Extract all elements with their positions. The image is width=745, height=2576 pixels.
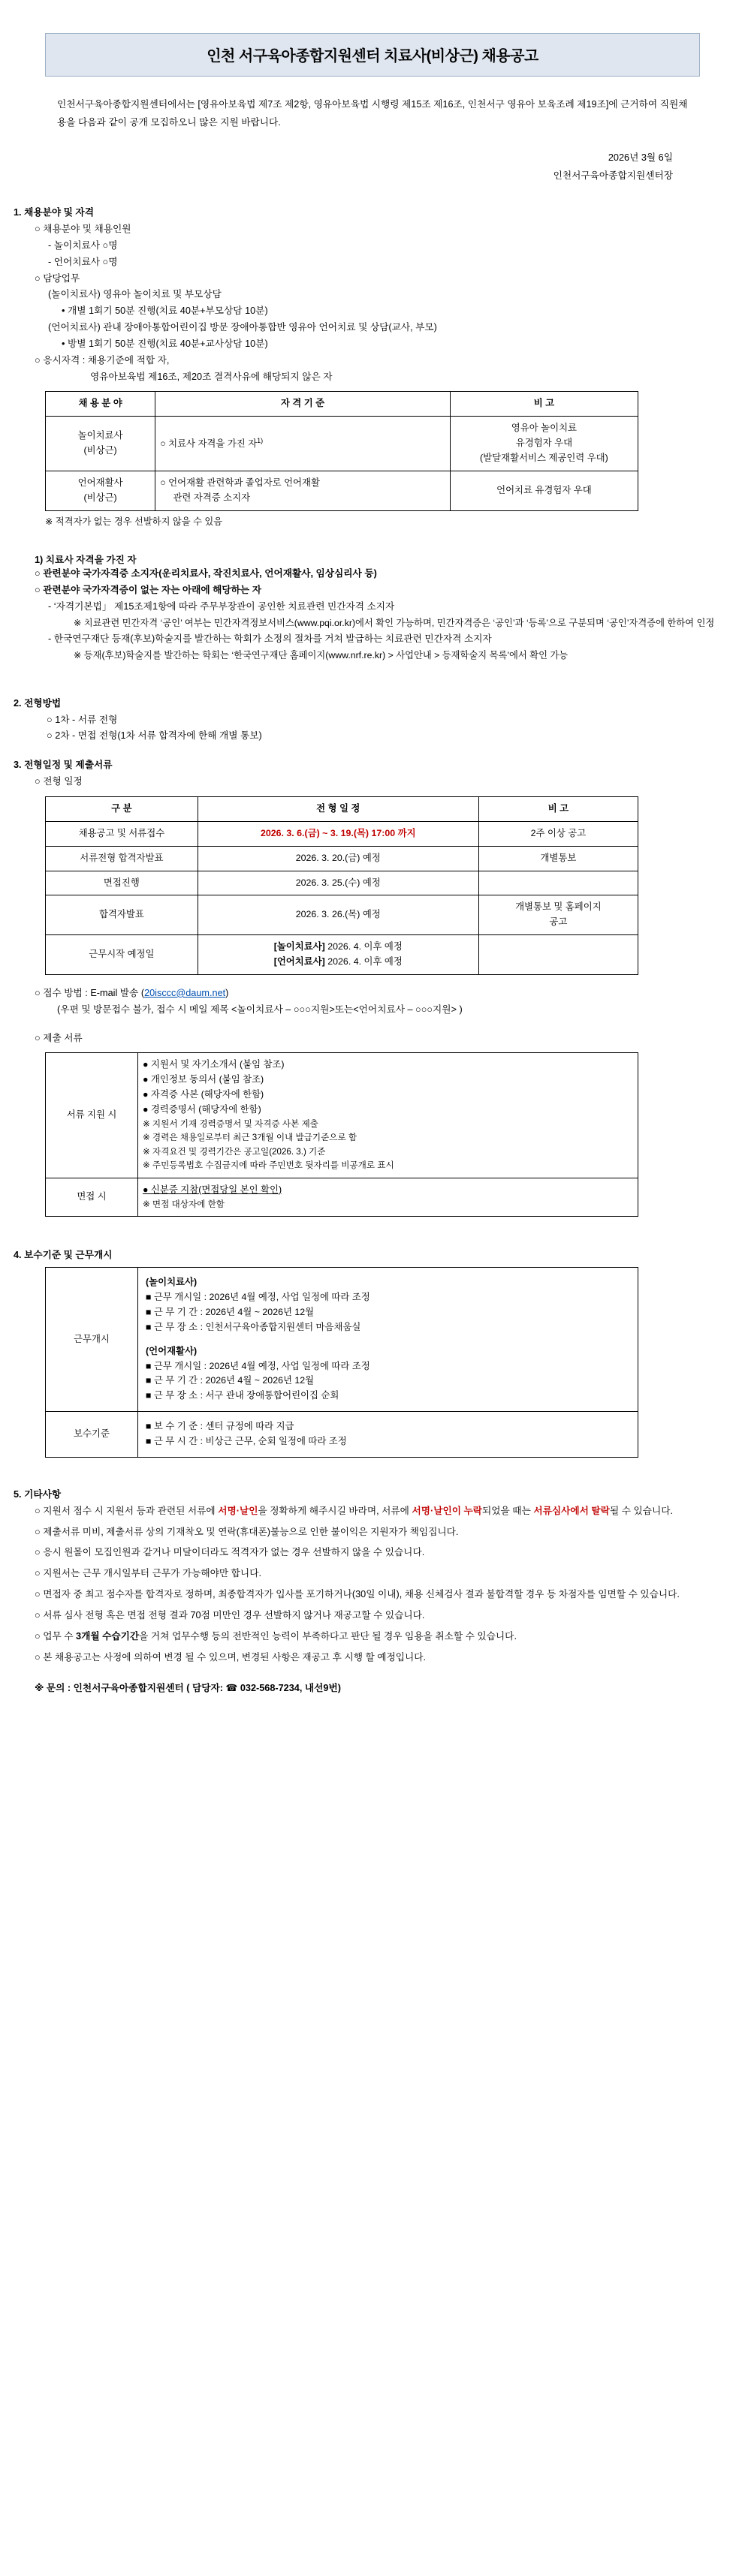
issue-date: 2026년 3월 6일 bbox=[608, 152, 673, 163]
section-4-heading: 4. 보수기준 및 근무개시 bbox=[14, 1250, 113, 1261]
s1-item-play-therapist: - 놀이치료사 ○명 bbox=[48, 239, 118, 251]
s2-item-2: ○ 관련분야 국가자격증이 없는 자는 아래에 해당하는 자 bbox=[35, 585, 261, 596]
s1-duties-play-text: 영유아 놀이치료 및 부모상담 bbox=[100, 289, 222, 300]
doc-item: ● 경력증명서 (해당자에 한함) bbox=[143, 1103, 261, 1115]
other-note-item: ○ 본 채용공고는 사정에 의하여 변경 될 수 있으며, 변경된 사항은 재공고 후 시행 할 예정입니다. bbox=[35, 1651, 427, 1663]
pay-item: ■ 근 무 기 간 : 2026년 4월 ~ 2026년 12월 bbox=[146, 1307, 315, 1317]
section-5-heading: 5. 기타사항 bbox=[14, 1488, 62, 1500]
section-other-notes bbox=[0, 1486, 745, 1694]
th-category: 구 분 bbox=[46, 797, 198, 822]
cell-sch-note-4 bbox=[478, 935, 638, 975]
cell-doc-label-1: 면접 시 bbox=[46, 1178, 138, 1216]
th-criteria: 자 격 기 준 bbox=[155, 392, 451, 417]
section-recruitment-field bbox=[0, 204, 745, 529]
table-row bbox=[46, 846, 638, 871]
group-title-play: (놀이치료사) bbox=[146, 1277, 198, 1288]
s1-item-field: ○ 채용분야 및 채용인원 bbox=[35, 224, 131, 234]
cell-sch-note-0: 2주 이상 공고 bbox=[478, 821, 638, 846]
s3-item-1: ○ 1차 - 서류 전형 bbox=[47, 714, 118, 725]
other-note-item: ○ 지원서 접수 시 지원서 등과 관련된 서류에 서명·날인을 정확하게 해주시길 바라며, 서류에 서명·날인이 누락되었을 때는 서류심사에서 탈락될 수 있습니다. bbox=[35, 1505, 674, 1516]
cell-sch-note-3: 개별통보 및 홈페이지 공고 bbox=[478, 895, 638, 935]
issuer-name: 인천서구육아종합지원센터장 bbox=[553, 170, 673, 181]
section-pay-and-start bbox=[0, 1247, 745, 1457]
s4-sub-documents: ○ 제출 서류 bbox=[35, 1032, 83, 1043]
s1-item-duties: ○ 담당업무 bbox=[35, 272, 80, 284]
pay-table-wrap bbox=[0, 1267, 745, 1457]
cell-sch-cat-2: 면접진행 bbox=[46, 871, 198, 895]
s1-duties-play bbox=[0, 287, 745, 303]
pay-item: ■ 보 수 기 준 : 센터 규정에 따라 지급 bbox=[146, 1421, 294, 1432]
s1-duties-speech bbox=[0, 320, 745, 336]
other-note-item: ○ 업무 수 3개월 수습기간을 거쳐 업무수행 등의 전반적인 능력이 부족하다고 판단 될 경우 임용을 취소할 수 있습니다. bbox=[35, 1630, 517, 1642]
doc-item: ※ 지원서 기재 경력증명서 및 자격증 사본 제출 bbox=[143, 1118, 318, 1129]
s1-duties-speech-text: 관내 장애아통합어린이집 방문 장애아통합반 영유아 언어치료 및 상담(교사, 부모) bbox=[100, 322, 437, 333]
intro-text: 인천서구육아종합지원센터에서는 [영유아보육법 제7조 제2항, 영유아보육법 시행령 제15조 제16조, 인천서구 영유아 보육조례 제19조]에 근거하여 직원채용을 다음과 같이 공개 모집하오니 많은 지원 바랍니다. bbox=[57, 99, 688, 128]
s2-item-4: ※ 치료관련 민간자격 ‘공인’ 여부는 민간자격정보서비스(www.pqi.or.kr)에서 확인 가능하며, 민간자격증은 ‘공인’과 ‘등록’으로 구분되며 ‘공인’자격증에 한하여 인정 bbox=[74, 617, 715, 628]
documents-table bbox=[45, 1052, 638, 1217]
table-row bbox=[46, 821, 638, 846]
pay-item: ■ 근 무 장 소 : 인천서구육아종합지원센터 마음채움실 bbox=[146, 1321, 361, 1332]
table-row bbox=[46, 1178, 638, 1216]
doc-item: ● 지원서 및 자기소개서 (붙임 참조) bbox=[143, 1059, 285, 1070]
other-note-item: ○ 응시 원몰이 모집인원과 같거나 미달이더라도 적격자가 없는 경우 선발하지 않을 수 있습니다. bbox=[35, 1547, 425, 1558]
cell-pay-label-1: 보수기준 bbox=[46, 1412, 138, 1458]
cell-doc-label-0: 서류 지원 시 bbox=[46, 1053, 138, 1178]
table-row bbox=[46, 935, 638, 975]
table-row bbox=[46, 1268, 638, 1412]
table-row bbox=[46, 417, 638, 471]
cell-sch-date-0: 2026. 3. 6.(금) ~ 3. 19.(목) 17:00 까지 bbox=[198, 821, 478, 846]
cell-doc-items-0 bbox=[138, 1053, 638, 1178]
qualification-table-wrap bbox=[0, 391, 745, 510]
s1-duties-play-label: (놀이치료사) bbox=[48, 289, 101, 300]
doc-item: ● 자격증 사본 (해당자에 한함) bbox=[143, 1089, 264, 1100]
doc-item: ※ 주민등록법호 수집금지에 따라 주민번호 뒷자리를 비공개로 표시 bbox=[143, 1160, 394, 1171]
qualification-table bbox=[45, 391, 638, 510]
cell-pay-label-0: 근무개시 bbox=[46, 1268, 138, 1412]
other-note-item: ○ 지원서는 근무 개시일부터 근무가 가능해야만 합니다. bbox=[35, 1568, 261, 1579]
s1-duties-play-detail: • 개별 1회기 50분 진행(치료 40분+부모상담 10분) bbox=[62, 305, 268, 317]
group-title-speech: (언어재활사) bbox=[146, 1345, 198, 1356]
table-row bbox=[46, 871, 638, 895]
section-1-heading: 1. 채용분야 및 자격 bbox=[14, 207, 94, 218]
s1-eligibility: ○ 응시자격 : 채용기준에 적합 자, bbox=[35, 354, 170, 366]
s1-duties-speech-detail: • 방별 1회기 50분 진행(치료 40분+교사상담 10분) bbox=[62, 338, 268, 349]
section-selection-method bbox=[0, 695, 745, 745]
cell-criteria-speech: ○ 언어재활 관련학과 졸업자로 언어재활 관련 자격증 소지자 bbox=[155, 471, 451, 510]
s2-heading: 1) 치료사 자격을 가진 자 bbox=[35, 555, 137, 566]
s1-duties-speech-label: (언어치료사) bbox=[48, 322, 101, 333]
table-row bbox=[46, 471, 638, 510]
page-title: 인천 서구육아종합지원센터 치료사(비상근) 채용공고 bbox=[45, 33, 700, 77]
cell-sch-cat-1: 서류전형 합격자발표 bbox=[46, 846, 198, 871]
table-row bbox=[46, 895, 638, 935]
cell-sch-cat-4: 근무시작 예정일 bbox=[46, 935, 198, 975]
table-header-row bbox=[46, 797, 638, 822]
cell-sch-date-1: 2026. 3. 20.(금) 예정 bbox=[198, 846, 478, 871]
pay-table bbox=[45, 1267, 638, 1457]
cell-field-speech: 언어재활사 (비상근) bbox=[46, 471, 155, 510]
s2-item-6: ※ 등재(후보)학술지를 발간하는 학회는 ‘한국연구재단 홈페이지(www.nrf.re.kr) > 사업안내 > 등재학술지 목록’에서 확인 가능 bbox=[74, 649, 569, 661]
table-row bbox=[46, 1412, 638, 1458]
cell-sch-note-2 bbox=[478, 871, 638, 895]
doc-item: ● 신분증 지참(면접당일 본인 확인) bbox=[143, 1184, 282, 1195]
th-schedule: 전 형 일 정 bbox=[198, 797, 478, 822]
cell-remark-speech: 언어치료 유경험자 우대 bbox=[450, 471, 638, 510]
application-email: 20isccc@daum.net bbox=[144, 987, 226, 998]
s1-item-speech-therapist: - 언어치료사 ○명 bbox=[48, 256, 118, 267]
other-note-item: ○ 서류 심사 전형 혹은 면접 전형 결과 70점 미만인 경우 선발하지 않거나 재공고할 수 있습니다. bbox=[35, 1609, 425, 1621]
doc-item: ※ 자격요건 및 경력기간은 공고일(2026. 3.) 기준 bbox=[143, 1146, 326, 1157]
contact-line: ※ 문의 : 인천서구육아종합지원센터 ( 담당자: ☎ 032-568-7234, 내선9번) bbox=[35, 1682, 341, 1693]
other-note-item: ○ 면접자 중 최고 점수자를 합격자로 정하며, 최종합격자가 입사를 포기하거나(30일 이내), 채용 신체검사 결과 불합격할 경우 등 차점자를 임면할 수 있습니다. bbox=[35, 1589, 680, 1600]
cell-criteria-play: ○ 치료사 자격을 가진 자$^{1)}$ bbox=[155, 417, 451, 471]
other-note-item: ○ 제출서류 미비, 제출서류 상의 기재착오 및 연락(휴대폰)불능으로 인한 불이익은 지원자가 책임집니다. bbox=[35, 1526, 459, 1537]
s4-apply-method: ○ 접수 방법 : E-mail 발송 (20isccc@daum.net) bbox=[35, 987, 229, 998]
announcement-document bbox=[0, 33, 745, 2576]
cell-remark-play: 영유아 놀이치료 유경험자 우대 (발달재활서비스 제공인력 우대) bbox=[450, 417, 638, 471]
section-schedule bbox=[0, 757, 745, 1217]
s2-item-5: - 한국연구재단 등재(후보)학술지를 발간하는 학회가 소정의 절차를 거쳐 발급하는 치료관련 민간자격 소지자 bbox=[48, 633, 492, 644]
intro-paragraph bbox=[57, 96, 691, 131]
schedule-table bbox=[45, 796, 638, 975]
cell-sch-cat-3: 합격자발표 bbox=[46, 895, 198, 935]
s1-note: ※ 적격자가 없는 경우 선발하지 않을 수 있음 bbox=[45, 516, 223, 527]
doc-item: ※ 경력은 채용일로부터 최근 3개월 이내 발급기준으로 함 bbox=[143, 1133, 357, 1143]
documents-table-wrap bbox=[0, 1052, 745, 1217]
doc-item: ● 개인정보 동의서 (붙임 참조) bbox=[143, 1074, 264, 1085]
s2-item-3: - ‘자격기본법」 제15조제1항에 따라 주무부장관이 공인한 치료관련 민간자격 소지자 bbox=[48, 601, 395, 612]
schedule-table-wrap bbox=[0, 796, 745, 975]
cell-doc-items-1 bbox=[138, 1178, 638, 1216]
table-row bbox=[46, 1053, 638, 1178]
cell-sch-cat-0: 채용공고 및 서류접수 bbox=[46, 821, 198, 846]
date-issuer-block bbox=[0, 149, 673, 185]
s3-item-2: ○ 2차 - 면접 전형(1차 서류 합격자에 한해 개별 통보) bbox=[47, 730, 262, 742]
s2-item-1: ○ 관련분야 국가자격증 소지자(운리치료사, 작진치료사, 언어재활사, 임상심리사 등) bbox=[35, 568, 377, 579]
th-note: 비 고 bbox=[478, 797, 638, 822]
cell-pay-content-1 bbox=[138, 1412, 638, 1458]
section-therapist-qualification bbox=[0, 552, 745, 663]
pay-item: ■ 근무 개시일 : 2026년 4월 예정, 사업 일정에 따라 조정 bbox=[146, 1292, 370, 1303]
s4-apply-note: (우편 및 방문접수 불가, 접수 시 메일 제목 <놀이치료사 – ○○○지원>또는<언어치료사 – ○○○지원> ) bbox=[57, 1004, 463, 1015]
cell-sch-date-4: [놀이치료사] 2026. 4. 이후 예정 [언어치료사] 2026. 4. 이후 예정 bbox=[198, 935, 478, 975]
th-remark: 비 고 bbox=[450, 392, 638, 417]
section-3-heading: 3. 전형일정 및 제출서류 bbox=[14, 760, 113, 771]
cell-sch-date-3: 2026. 3. 26.(목) 예정 bbox=[198, 895, 478, 935]
cell-field-play: 놀이치료사 (비상근) bbox=[46, 417, 155, 471]
doc-item: ※ 면접 대상자에 한함 bbox=[143, 1199, 225, 1209]
s4-sub-schedule: ○ 전형 일정 bbox=[35, 776, 83, 787]
pay-item: ■ 근 무 기 간 : 2026년 4월 ~ 2026년 12월 bbox=[146, 1375, 315, 1386]
th-field: 채 용 분 야 bbox=[46, 392, 155, 417]
pay-item: ■ 근 무 장 소 : 서구 관내 장애통합어린이집 순회 bbox=[146, 1390, 339, 1401]
cell-sch-date-2: 2026. 3. 25.(수) 예정 bbox=[198, 871, 478, 895]
s1-eligibility-detail: 영유아보육법 제16조, 제20조 결격사유에 해당되지 않은 자 bbox=[90, 371, 333, 382]
table-header-row bbox=[46, 392, 638, 417]
cell-sch-note-1: 개별통보 bbox=[478, 846, 638, 871]
pay-item: ■ 근 무 시 간 : 비상근 근무, 순회 일정에 따라 조정 bbox=[146, 1435, 347, 1446]
group-spacer bbox=[146, 1335, 630, 1344]
cell-pay-content-0 bbox=[138, 1268, 638, 1412]
section-2-heading: 2. 전형방법 bbox=[14, 697, 62, 709]
pay-item: ■ 근무 개시일 : 2026년 4월 예정, 사업 일정에 따라 조정 bbox=[146, 1360, 370, 1371]
